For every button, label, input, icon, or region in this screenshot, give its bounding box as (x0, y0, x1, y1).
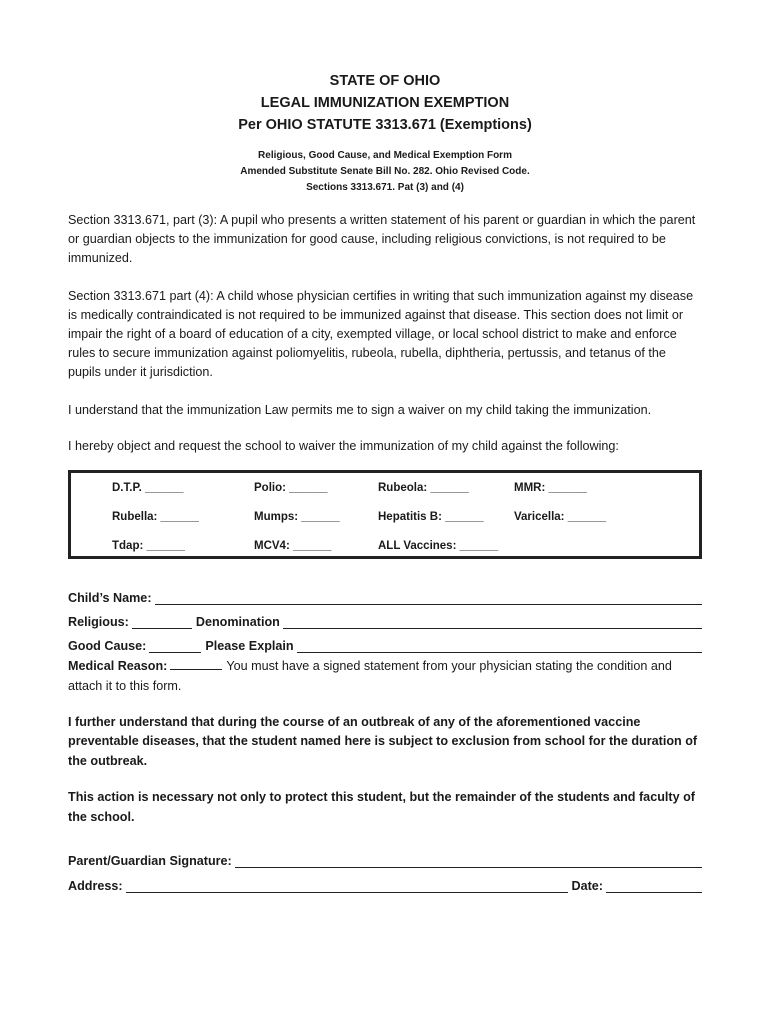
medical-reason-label: Medical Reason: (68, 659, 168, 674)
good-cause-line (68, 629, 702, 653)
address-label: Address: (68, 879, 123, 894)
protect-notice: This action is necessary not only to protect this student, but the remainder of the students and faculty of the school. (68, 790, 695, 824)
address-line (68, 868, 702, 893)
vaccine-mcv4-field[interactable]: MCV4: ______ (254, 540, 332, 553)
vaccine-mumps-field[interactable]: Mumps: ______ (254, 511, 340, 524)
address-input[interactable] (126, 878, 568, 893)
religious-line (68, 605, 702, 629)
vaccine-dtp-field[interactable]: D.T.P. ______ (112, 482, 184, 495)
denomination-label: Denomination (195, 615, 280, 630)
please-explain-input[interactable] (297, 638, 702, 653)
vaccine-all-field[interactable]: ALL Vaccines: ______ (378, 540, 498, 553)
childs-name-label: Child’s Name: (68, 591, 152, 606)
paragraph-understand: I understand that the immunization Law permits me to sign a waiver on my child taking the immunization. (68, 402, 652, 417)
good-cause-input[interactable] (149, 638, 201, 653)
form-subtitle (68, 148, 702, 196)
vaccine-hepatitis-b-field[interactable]: Hepatitis B: ______ (378, 511, 484, 524)
medical-reason-instructions: You must have a signed statement from your physician stating the condition and attach it to this form. (68, 659, 672, 693)
exemption-form-page (68, 70, 702, 893)
title-exemption: LEGAL IMMUNIZATION EXEMPTION (260, 95, 510, 111)
title-state: STATE OF OHIO (329, 73, 441, 89)
childs-name-line (68, 581, 702, 605)
religious-label: Religious: (68, 615, 129, 630)
medical-reason-input[interactable] (170, 655, 222, 670)
parent-signature-label: Parent/Guardian Signature: (68, 854, 232, 869)
signature-block (68, 843, 702, 893)
childs-name-input[interactable] (155, 590, 702, 605)
signature-line (68, 843, 702, 868)
date-label: Date: (571, 879, 603, 894)
parent-signature-input[interactable] (235, 853, 702, 868)
religious-input[interactable] (132, 614, 192, 629)
form-title (68, 70, 702, 136)
vaccine-tdap-field[interactable]: Tdap: ______ (112, 540, 185, 553)
vaccine-polio-field[interactable]: Polio: ______ (254, 482, 328, 495)
vaccine-rubeola-field[interactable]: Rubeola: ______ (378, 482, 469, 495)
exemption-fields (68, 581, 702, 696)
subtitle-senate-bill: Amended Substitute Senate Bill No. 282. Ohio Revised Code. (240, 166, 530, 177)
medical-reason-line (68, 655, 702, 696)
date-input[interactable] (606, 878, 702, 893)
subtitle-sections: Sections 3313.671. Pat (3) and (4) (306, 182, 464, 193)
good-cause-label: Good Cause: (68, 639, 147, 654)
outbreak-notice: I further understand that during the course of an outbreak of any of the aforementioned vaccine preventable diseases, that the student named here is subject to exclusion from school for the duration of the outbreak. (68, 715, 698, 768)
paragraph-object: I hereby object and request the school to waiver the immunization of my child against the following: (68, 438, 619, 453)
title-statute: Per OHIO STATUTE 3313.671 (Exemptions) (238, 117, 532, 133)
vaccine-varicella-field[interactable]: Varicella: ______ (514, 511, 607, 524)
paragraph-part-4: Section 3313.671 part (4): A child whose physician certifies in writing that such immunization against my disease is medically contraindicated is not required to be immunized against that disease. This section does not limit or impair the right of a board of education of a city, exempted village, or local school district to make and enforce rules to secure immunization against poliomyelitis, rubeola, rubella, diphtheria, pertussis, and tetanus of the pupils under it jurisdiction. (68, 288, 694, 380)
vaccine-mmr-field[interactable]: MMR: ______ (514, 482, 587, 495)
please-explain-label: Please Explain (205, 639, 294, 654)
subtitle-form-type: Religious, Good Cause, and Medical Exemption Form (258, 150, 512, 161)
vaccine-selection-box (68, 470, 702, 559)
paragraph-part-3: Section 3313.671, part (3): A pupil who presents a written statement of his parent or guardian in which the parent or guardian objects to the immunization for good cause, including religious convictions, is not required to be immunized. (68, 213, 696, 266)
denomination-input[interactable] (283, 614, 702, 629)
vaccine-rubella-field[interactable]: Rubella: ______ (112, 511, 199, 524)
